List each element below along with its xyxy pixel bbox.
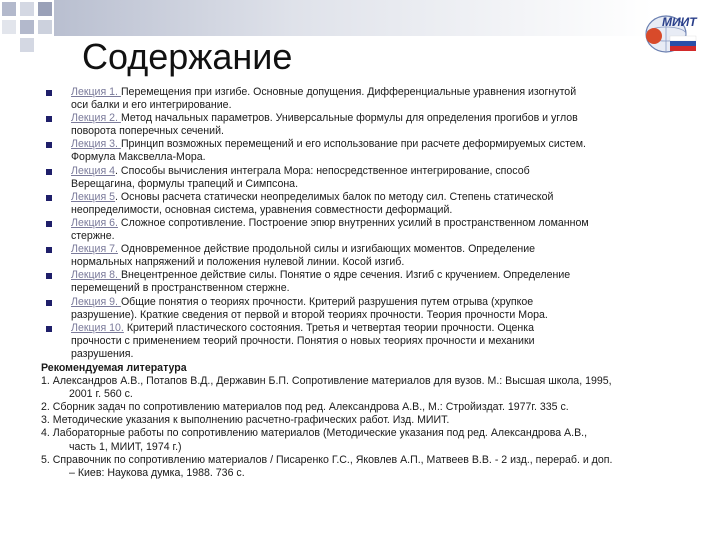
- list-item: [0, 86, 720, 112]
- bullet-icon: [46, 247, 52, 253]
- deco-square: [20, 38, 34, 52]
- lecture-text: . Способы вычисления интеграла Мора: непосредственное интегрирование, способ: [115, 164, 530, 177]
- lecture-text-continued: оси балки и его интегрирование.: [71, 99, 232, 112]
- miit-logo: [640, 6, 704, 58]
- literature-heading: Рекомендуемая литература: [41, 361, 187, 374]
- literature-item: [0, 401, 720, 414]
- lecture-text-continued: неопределимости, основная система, уравнения совместности деформаций.: [71, 203, 453, 216]
- lecture-text-continued: перемещений в пространственном стержне.: [71, 282, 290, 295]
- bullet-icon: [46, 273, 52, 279]
- literature-text-continued: – Киев: Наукова думка, 1988. 736 с.: [69, 466, 245, 479]
- lecture-text: Критерий пластического состояния. Третья и четвертая теории прочности. Оценка: [123, 321, 535, 334]
- bullet-icon: [46, 326, 52, 332]
- lecture-line: [71, 296, 700, 309]
- lecture-link[interactable]: Лекция 7.: [71, 243, 118, 256]
- literature-text-continued: часть 1, МИИТ, 1974 г.): [69, 440, 182, 453]
- lecture-text: Сложное сопротивление. Построение эпюр внутренних усилий в пространственном ломанном: [117, 216, 589, 229]
- deco-square: [20, 20, 34, 34]
- literature-text: 5. Справочник по сопротивлению материалов / Писаренко Г.С., Яковлев А.П., Матвеев В.В. - 2 изд., перераб. и доп.: [41, 453, 613, 466]
- bullet-icon: [46, 90, 52, 96]
- lecture-text: Общие понятия о теориях прочности. Критерий разрушения путем отрыва (хрупкое: [120, 295, 534, 308]
- lecture-line: [71, 191, 700, 204]
- deco-square: [38, 20, 52, 34]
- list-item: [0, 322, 720, 361]
- lecture-link[interactable]: Лекция 10.: [71, 321, 124, 334]
- lecture-text: Метод начальных параметров. Универсальные формулы для определения прогибов и углов: [120, 112, 578, 125]
- list-item: [0, 296, 720, 322]
- literature-text: 2. Сборник задач по сопротивлению материалов под ред. Александрова А.В., М.: Стройиздат. 1977г. 335 с.: [41, 401, 569, 414]
- lecture-text: Принцип возможных перемещений и его использование при расчете деформируемых систем.: [120, 138, 586, 151]
- bullet-icon: [46, 169, 52, 175]
- lecture-line: [71, 269, 700, 282]
- lecture-line: [71, 86, 700, 99]
- lecture-text: Внецентренное действие силы. Понятие о ядре сечения. Изгиб с кручением. Определение: [120, 269, 571, 282]
- bullet-icon: [46, 300, 52, 306]
- lecture-text-continued: поворота поперечных сечений.: [71, 125, 224, 138]
- bullet-icon: [46, 221, 52, 227]
- header-gradient-bar: [54, 0, 654, 36]
- list-item: [0, 191, 720, 217]
- list-item: [0, 269, 720, 295]
- lecture-link[interactable]: Лекция 8.: [71, 269, 121, 282]
- lecture-link[interactable]: Лекция 4: [71, 164, 116, 177]
- lecture-text-continued: разрушение). Краткие сведения от первой и второй теориях прочности. Теория прочности Мора.: [71, 308, 548, 321]
- header-decoration: [0, 0, 720, 40]
- lecture-text: Одновременное действие продольной силы и изгибающих моментов. Определение: [117, 243, 536, 256]
- literature-text-continued: 2001 г. 560 с.: [69, 388, 133, 401]
- list-item: [0, 138, 720, 164]
- lecture-line: [71, 243, 700, 256]
- literature-list: [0, 375, 720, 480]
- deco-square: [2, 2, 16, 16]
- lecture-line: [71, 165, 700, 178]
- lecture-text-continued: прочности с применением теорий прочности. Понятия о новых теориях прочности и механики: [71, 334, 535, 347]
- lecture-link[interactable]: Лекция 1.: [71, 86, 121, 98]
- lecture-link[interactable]: Лекция 3.: [71, 138, 121, 151]
- lecture-line: [71, 112, 700, 125]
- lecture-link[interactable]: Лекция 2.: [71, 112, 121, 125]
- literature-item: [0, 427, 720, 453]
- deco-square: [38, 2, 52, 16]
- lecture-text-continued: нормальных напряжений и положения нулевой линии. Косой изгиб.: [71, 256, 405, 269]
- bullet-icon: [46, 116, 52, 122]
- literature-item: [0, 414, 720, 427]
- lecture-list: [0, 86, 720, 361]
- list-item: [0, 217, 720, 243]
- literature-item: [0, 454, 720, 480]
- lecture-link[interactable]: Лекция 9.: [71, 295, 121, 308]
- lecture-line: [71, 322, 700, 335]
- deco-square: [2, 20, 16, 34]
- lecture-text: Перемещения при изгибе. Основные допущения. Дифференциальные уравнения изогнутой: [120, 86, 577, 98]
- lecture-text-continued: Верещагина, формулы трапеций и Симпсона.: [71, 177, 299, 190]
- deco-square: [20, 2, 34, 16]
- literature-text: 4. Лабораторные работы по сопротивлению материалов (Методические указания под ред. Александрова А.В.,: [41, 427, 588, 440]
- lecture-text-continued: стержне.: [71, 230, 115, 243]
- logo-text: МИИТ: [662, 15, 697, 29]
- literature-text: 1. Александров А.В., Потапов В.Д., Державин Б.П. Сопротивление материалов для вузов. М.: Высшая школа, 1995,: [41, 375, 612, 388]
- bullet-icon: [46, 195, 52, 201]
- list-item: [0, 243, 720, 269]
- lecture-line: [71, 138, 700, 151]
- lecture-link[interactable]: Лекция 6.: [71, 216, 118, 229]
- contents-list: [0, 86, 720, 480]
- list-item: [0, 112, 720, 138]
- lecture-link[interactable]: Лекция 5: [71, 190, 116, 203]
- lecture-text: . Основы расчета статически неопределимых балок по методу сил. Степень статической: [115, 190, 554, 203]
- literature-text: 3. Методические указания к выполнению расчетно-графических работ. Изд. МИИТ.: [41, 414, 450, 427]
- lecture-text-continued: Формула Максвелла-Мора.: [71, 151, 206, 164]
- page-title: Содержание: [82, 36, 293, 77]
- bullet-icon: [46, 142, 52, 148]
- literature-item: [0, 375, 720, 401]
- list-item: [0, 165, 720, 191]
- lecture-line: [71, 217, 700, 230]
- lecture-text-continued: разрушения.: [71, 347, 134, 360]
